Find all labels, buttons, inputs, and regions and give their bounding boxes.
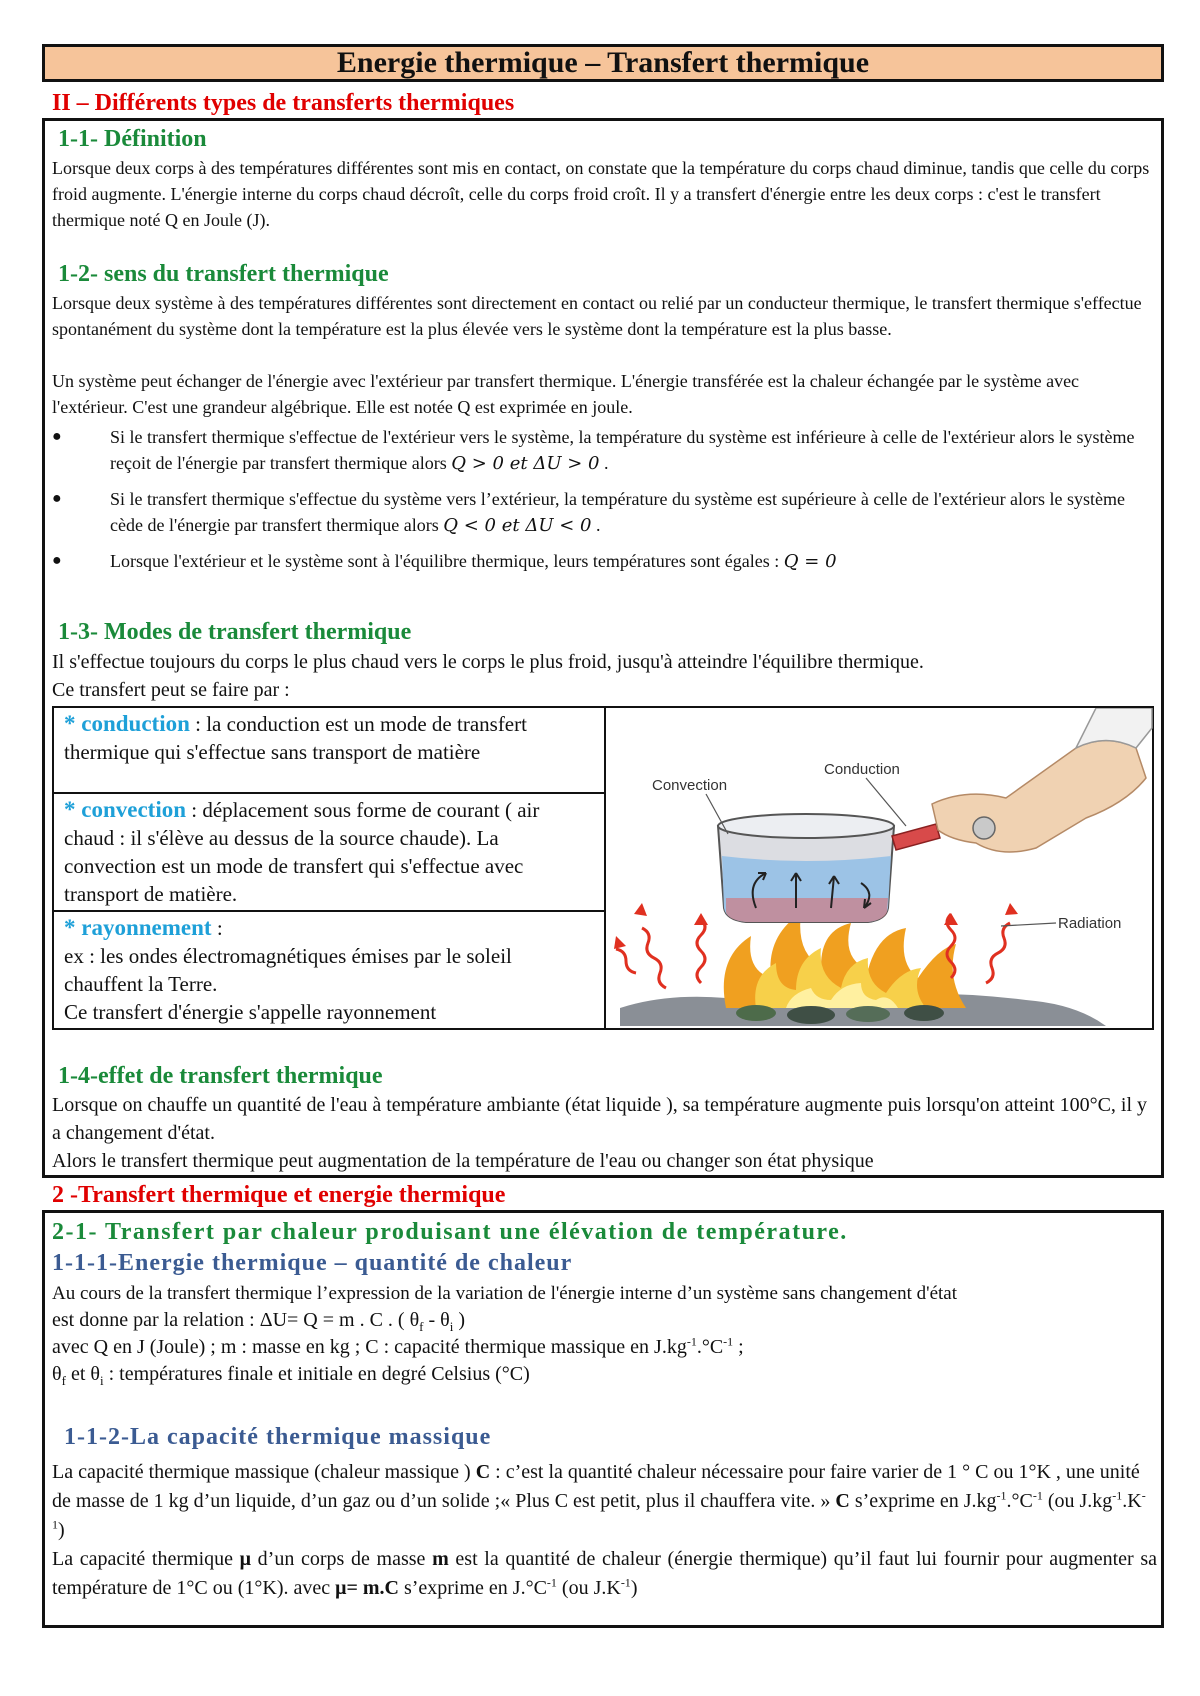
- label-conduction: Conduction: [824, 761, 900, 778]
- heading-1-3: 1-3- Modes de transfert thermique: [58, 619, 412, 645]
- formula-part: - θ: [423, 1309, 450, 1331]
- section-heading-2: 2 -Transfert thermique et energie thermique: [52, 1182, 506, 1208]
- page-title-text: Energie thermique – Transfert thermique: [336, 46, 870, 79]
- bullet-dot: ●: [52, 490, 62, 507]
- temp-sub: f: [61, 1373, 66, 1388]
- units-sup: -1: [723, 1334, 734, 1349]
- mu-part: (ou J.K: [556, 1577, 621, 1599]
- bullet-3-text: Lorsque l'extérieur et le système sont à l'équilibre thermique, leurs températures sont égales :: [110, 551, 780, 571]
- convection-leader: [706, 794, 728, 834]
- mode-convection: [54, 794, 606, 912]
- temp-part: et θ: [65, 1363, 100, 1385]
- heading-1-1: 1-1- Définition: [58, 126, 207, 152]
- mu-formula: μ= m.C: [335, 1577, 399, 1599]
- mu-sup: -1: [620, 1575, 631, 1590]
- modes-table: [52, 706, 1154, 1030]
- bullet-dot: ●: [52, 428, 62, 445]
- text-1-2-p1: Lorsque deux système à des températures différentes sont directement en contact ou relié par un conducteur thermique, le transfert thermique s'effectue spontanément du système dont la température est la plus élevée vers le système dont la température est la plus basse.: [52, 293, 1142, 339]
- mode-conduction: [54, 708, 606, 794]
- mode-rayonnement: [54, 912, 606, 1028]
- pot-rim: [718, 814, 894, 838]
- bullet-1-math: Q > 0 et ΔU > 0: [451, 453, 600, 474]
- mu-part: est la quantité de chaleur (énergie thermique) qu’il faut lui fournir pour augmenter sa température de 1°C ou (1°K). avec: [52, 1548, 1157, 1599]
- bullet-2-text: Si le transfert thermique s'effectue du système vers l’extérieur, la température du système est supérieure à celle de l'extérieur alors le système cède de l'énergie par transfert thermique alors: [110, 489, 1126, 535]
- heat-transfer-illustration: [606, 708, 1154, 1028]
- mu-part: d’un corps de masse: [251, 1548, 433, 1570]
- pot-hot-bottom: [726, 898, 888, 922]
- cap-symbol: C: [475, 1461, 491, 1483]
- mu-part: La capacité thermique: [52, 1548, 240, 1570]
- heading-2-1: 2-1- Transfert par chaleur produisant une élévation de température.: [52, 1219, 848, 1245]
- formula-sub: f: [419, 1319, 424, 1334]
- mu-symbol: μ: [239, 1548, 252, 1570]
- section-heading-1: II – Différents types de transferts thermiques: [52, 90, 515, 116]
- cap-sup: -1: [1032, 1488, 1043, 1503]
- heading-1-1-1: 1-1-1-Energie thermique – quantité de chaleur: [52, 1250, 573, 1276]
- text-1-1-1-line4: [52, 1361, 1152, 1388]
- bullet-3-math: Q = 0: [783, 551, 837, 572]
- heat-transfer-figure: [606, 708, 1154, 1028]
- text-1-1-1-line2: [52, 1307, 1152, 1334]
- mu-sup: -1: [546, 1575, 557, 1590]
- mode-text-rayonnement-ex: ex : les ondes électromagnétiques émises par le soleil chauffent la Terre.: [64, 944, 512, 996]
- pot-handle: [892, 824, 940, 850]
- bullet-dot: ●: [52, 552, 62, 569]
- cap-part: La capacité thermique massique (chaleur massique ): [52, 1461, 476, 1483]
- text-1-1-1-line3: [52, 1334, 1152, 1361]
- page-title: [42, 44, 1164, 82]
- heading-1-4: 1-4-effet de transfert thermique: [58, 1063, 383, 1089]
- text-1-2-p2: Un système peut échanger de l'énergie avec l'extérieur par transfert thermique. L'énergie transférée est la chaleur échangée par le système avec l'extérieur. C'est une grandeur algébrique. Elle est notée Q est exprimée en joule.: [52, 371, 1080, 417]
- cap-sup: -1: [1112, 1488, 1123, 1503]
- bullet-1-text: Si le transfert thermique s'effectue de l'extérieur vers le système, la température du système est inférieure à celle de l'extérieur alors le système reçoit de l'énergie par transfert thermique alors: [110, 427, 1135, 473]
- thumb-ring: [973, 817, 995, 839]
- cap-part: .°C: [1006, 1490, 1033, 1512]
- flame-shape: [724, 913, 966, 1008]
- text-1-1-2-p2: [52, 1545, 1157, 1603]
- temp-sub: i: [99, 1373, 104, 1388]
- mode-text-conduction: : la conduction est un mode de transfert thermique qui s'effectue sans transport de matière: [64, 712, 527, 764]
- cap-symbol: C: [835, 1490, 850, 1512]
- label-convection: Convection: [652, 777, 728, 794]
- cap-sup: -1: [996, 1488, 1007, 1503]
- text-1-1-2-p1: [52, 1458, 1157, 1545]
- units-part: ;: [733, 1336, 744, 1358]
- heading-1-1-2: 1-1-2-La capacité thermique massique: [64, 1424, 492, 1450]
- text-1-1-1-line1: Au cours de la transfert thermique l’expression de la variation de l'énergie interne d’un système sans changement d'état: [52, 1283, 957, 1304]
- text-1-3-p2: Ce transfert peut se faire par :: [52, 679, 290, 701]
- bullet-2-math: Q < 0 et ΔU < 0: [443, 515, 592, 536]
- cap-part: s’exprime en J.kg: [849, 1490, 997, 1512]
- mass-symbol: m: [432, 1548, 449, 1570]
- mode-name-convection: * convection: [64, 797, 187, 822]
- cap-part: : c’est la quantité chaleur nécessaire pour faire varier de 1 ° C ou 1°K , une unité de masse de 1 kg d’un liquide, d’un gaz ou d’un solide ;« Plus C est petit, plus il chauffera vite. »: [52, 1461, 1140, 1512]
- mode-name-rayonnement: * rayonnement: [64, 915, 212, 940]
- units-sup: -1: [686, 1334, 697, 1349]
- cap-part: .K: [1122, 1490, 1142, 1512]
- mode-name-conduction: * conduction: [64, 711, 190, 736]
- mu-part: ): [630, 1577, 638, 1599]
- units-part: .°C: [696, 1336, 724, 1358]
- cap-part: ): [58, 1519, 65, 1541]
- temp-part: : températures finale et initiale en degré Celsius (°C): [103, 1363, 530, 1385]
- cap-part: (ou J.kg: [1042, 1490, 1113, 1512]
- units-part: avec Q en J (Joule) ; m : masse en kg ; C : capacité thermique massique en J.kg: [52, 1336, 687, 1358]
- formula-part: est donne par la relation : ΔU= Q = m . C . ( θ: [52, 1309, 420, 1331]
- text-1-3-p1: Il s'effectue toujours du corps le plus chaud vers le corps le plus froid, jusqu'à atteindre l'équilibre thermique.: [52, 651, 924, 673]
- formula-part: ): [453, 1309, 466, 1331]
- hand-shape: [932, 741, 1146, 853]
- mode-text-convection: : déplacement sous forme de courant ( air chaud : il s'élève au dessus de la source chaude). La convection est un mode de transfert qui s'effectue avec transport de matière.: [64, 798, 540, 906]
- text-1-4-p1: Lorsque on chauffe un quantité de l'eau à température ambiante (état liquide ), sa température augmente puis lorsqu'on atteint 100°C, il y a changement d'état.: [52, 1094, 1148, 1144]
- mode-text-rayonnement-def: Ce transfert d'énergie s'appelle rayonnement: [64, 1000, 437, 1024]
- cap-sup: -1: [52, 1488, 1146, 1532]
- label-radiation: Radiation: [1058, 915, 1122, 932]
- mu-part: s’exprime en J.°C: [398, 1577, 547, 1599]
- formula-sub: i: [449, 1319, 454, 1334]
- text-1-4-p2: Alors le transfert thermique peut augmentation de la température de l'eau ou changer son état physique: [52, 1150, 874, 1172]
- text-1-1: Lorsque deux corps à des températures différentes sont mis en contact, on constate que la température du corps chaud diminue, tandis que celle du corps froid augmente. L'énergie interne du corps chaud décroît, celle du corps froid croît. Il y a transfert d'énergie entre les deux corps : c'est le transfert thermique noté Q en Joule (J).: [52, 158, 1150, 230]
- temp-part: θ: [52, 1363, 62, 1385]
- heading-1-2: 1-2- sens du transfert thermique: [58, 261, 389, 287]
- mode-text-rayonnement: :: [211, 916, 223, 940]
